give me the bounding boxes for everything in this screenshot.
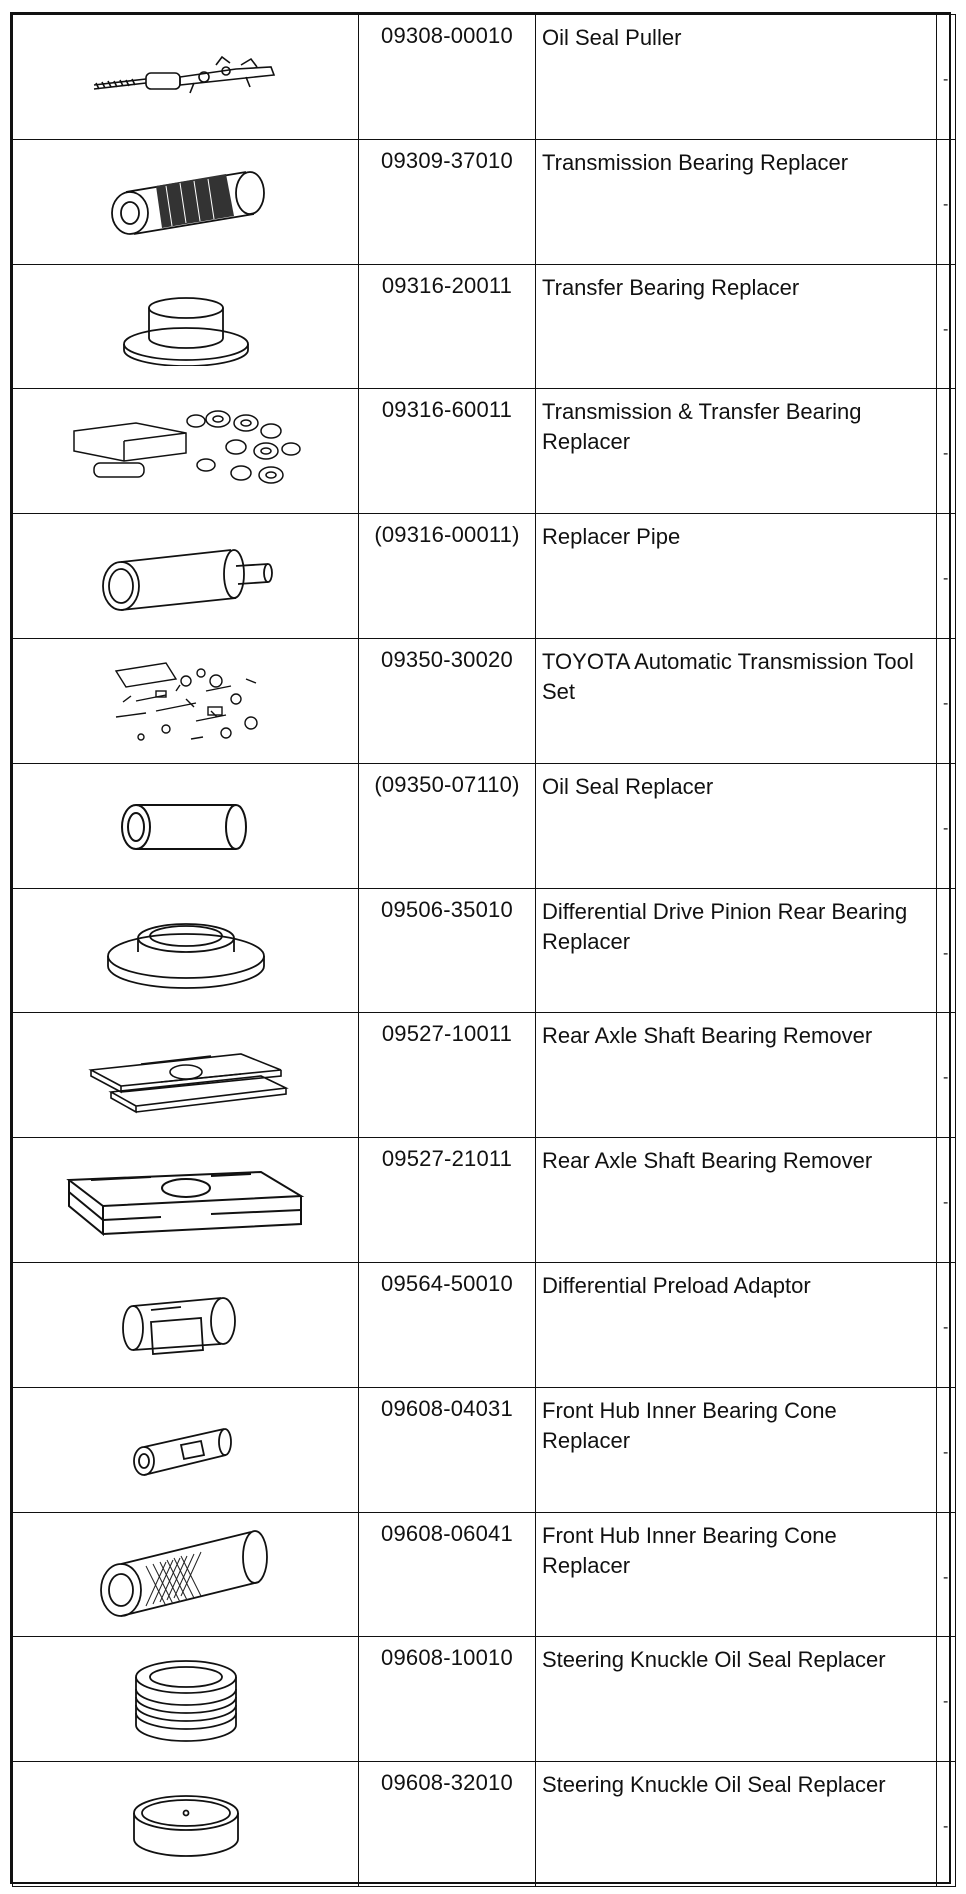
knurled-cone-replacer-icon — [91, 1524, 281, 1624]
table-row — [13, 1512, 956, 1637]
part-number-cell — [359, 1013, 536, 1138]
part-name: Transmission Bearing Replacer — [542, 149, 849, 175]
remark-cell — [937, 638, 956, 763]
table-row — [13, 1138, 956, 1263]
remark: - — [943, 819, 949, 837]
part-name-cell — [536, 1762, 937, 1887]
part-name: Oil Seal Puller — [542, 25, 682, 50]
replacer-pipe-icon — [86, 536, 286, 616]
part-name: Steering Knuckle Oil Seal Replacer — [542, 1647, 886, 1673]
special-service-tools-table — [10, 12, 951, 1884]
remark: - — [943, 1568, 949, 1586]
table-row — [13, 888, 956, 1013]
part-name-cell — [536, 638, 937, 763]
table-row — [13, 638, 956, 763]
remark: - — [943, 1069, 949, 1087]
remark-cell — [937, 1013, 956, 1138]
remark-cell — [937, 139, 956, 264]
table-row — [13, 763, 956, 888]
tools-table — [12, 14, 956, 1887]
oil-seal-puller-icon — [86, 47, 286, 107]
tool-image-cell — [13, 1762, 359, 1887]
part-number: (09350-07110) — [374, 771, 520, 797]
tool-set-icon — [96, 651, 276, 751]
part-number: 09506-35010 — [381, 896, 513, 922]
part-name: Differential Preload Adaptor — [542, 1272, 811, 1298]
part-name: Rear Axle Shaft Bearing Remover — [542, 1148, 873, 1174]
table-row — [13, 514, 956, 639]
part-number-cell — [359, 763, 536, 888]
remark: - — [943, 320, 949, 338]
part-name-cell — [536, 264, 937, 389]
part-number: 09309-37010 — [381, 147, 513, 173]
table-row — [13, 264, 956, 389]
part-name: Differential Drive Pinion Rear Bearing Replacer — [542, 898, 908, 954]
remark: - — [943, 570, 949, 588]
part-number-cell — [359, 514, 536, 639]
table-row — [13, 1013, 956, 1138]
remark: - — [943, 71, 949, 88]
tool-image-cell — [13, 264, 359, 389]
table-row — [13, 139, 956, 264]
part-name-cell — [536, 1262, 937, 1387]
part-number: 09608-32010 — [381, 1770, 513, 1796]
part-number-cell — [359, 638, 536, 763]
part-name-cell — [536, 15, 937, 140]
part-number-cell — [359, 389, 536, 514]
part-number-cell — [359, 1512, 536, 1637]
part-name-cell — [536, 1387, 937, 1512]
part-name: Steering Knuckle Oil Seal Replacer — [542, 1772, 886, 1798]
tool-image-cell — [13, 1637, 359, 1762]
part-name-cell — [536, 1013, 937, 1138]
part-number-cell — [359, 264, 536, 389]
remark-cell — [937, 1762, 956, 1887]
remark: - — [943, 445, 949, 463]
tool-image-cell — [13, 1138, 359, 1263]
part-number: 09608-06041 — [381, 1520, 513, 1546]
small-cone-replacer-icon — [126, 1415, 246, 1485]
part-number: 09527-10011 — [381, 1021, 513, 1047]
remark: - — [943, 944, 949, 962]
part-name: Oil Seal Replacer — [542, 773, 714, 799]
remark-cell — [937, 888, 956, 1013]
remark: - — [943, 1194, 949, 1212]
part-name-cell — [536, 514, 937, 639]
part-name-cell — [536, 1637, 937, 1762]
part-name-cell — [536, 1512, 937, 1637]
remark-cell — [937, 389, 956, 514]
part-number: 09564-50010 — [381, 1270, 513, 1296]
tool-image-cell — [13, 1262, 359, 1387]
remark-cell — [937, 1262, 956, 1387]
pinion-bearing-replacer-icon — [101, 900, 271, 1000]
split-plate-remover-icon — [81, 1030, 291, 1120]
transmission-bearing-replacer-icon — [96, 162, 276, 242]
table-row — [13, 15, 956, 140]
part-name-cell — [536, 1138, 937, 1263]
part-number-cell — [359, 1387, 536, 1512]
part-number: 09316-60011 — [381, 397, 513, 423]
part-number-cell — [359, 1262, 536, 1387]
part-name-cell — [536, 389, 937, 514]
part-number-cell — [359, 888, 536, 1013]
tool-image-cell — [13, 15, 359, 140]
part-name-cell — [536, 888, 937, 1013]
part-name-cell — [536, 763, 937, 888]
transfer-bearing-replacer-icon — [111, 286, 261, 366]
threaded-seal-replacer-icon — [121, 1649, 251, 1749]
part-number: 09527-21011 — [381, 1146, 513, 1172]
block-remover-icon — [61, 1150, 311, 1250]
part-number: 09608-10010 — [381, 1645, 513, 1671]
bearing-replacer-set-icon — [66, 401, 306, 501]
table-row — [13, 389, 956, 514]
remark-cell — [937, 1387, 956, 1512]
part-number-cell — [359, 1762, 536, 1887]
part-number: (09316-00011) — [374, 522, 520, 548]
remark-cell — [937, 763, 956, 888]
cup-seal-replacer-icon — [121, 1779, 251, 1869]
part-name: Front Hub Inner Bearing Cone Replacer — [542, 1522, 837, 1578]
tool-image-cell — [13, 638, 359, 763]
table-row — [13, 1637, 956, 1762]
remark-cell — [937, 15, 956, 140]
remark: - — [943, 694, 949, 712]
remark: - — [943, 1693, 949, 1711]
part-number-cell — [359, 1637, 536, 1762]
preload-adaptor-icon — [111, 1280, 261, 1370]
part-name: Replacer Pipe — [542, 524, 681, 550]
oil-seal-replacer-icon — [106, 791, 266, 861]
tool-image-cell — [13, 139, 359, 264]
part-name: Rear Axle Shaft Bearing Remover — [542, 1023, 873, 1049]
part-name: Transfer Bearing Replacer — [542, 274, 800, 300]
remark: - — [943, 1318, 949, 1336]
tool-image-cell — [13, 1512, 359, 1637]
part-number: 09316-20011 — [381, 272, 513, 298]
table-row — [13, 1262, 956, 1387]
remark-cell — [937, 514, 956, 639]
tool-image-cell — [13, 514, 359, 639]
part-name: Front Hub Inner Bearing Cone Replacer — [542, 1397, 837, 1453]
part-number-cell — [359, 1138, 536, 1263]
tool-image-cell — [13, 888, 359, 1013]
tool-image-cell — [13, 1013, 359, 1138]
remark-cell — [937, 1512, 956, 1637]
part-number: 09608-04031 — [381, 1395, 513, 1421]
table-row — [13, 1762, 956, 1887]
remark: - — [943, 195, 949, 213]
part-name: Transmission & Transfer Bearing Replacer — [542, 399, 862, 455]
remark: - — [943, 1443, 949, 1461]
tool-image-cell — [13, 389, 359, 514]
part-name: TOYOTA Automatic Transmission Tool Set — [542, 648, 914, 704]
table-row — [13, 1387, 956, 1512]
tool-image-cell — [13, 1387, 359, 1512]
remark-cell — [937, 264, 956, 389]
tool-image-cell — [13, 763, 359, 888]
remark-cell — [937, 1138, 956, 1263]
part-number: 09350-30020 — [381, 646, 513, 672]
remark-cell — [937, 1637, 956, 1762]
part-name-cell — [536, 139, 937, 264]
part-number-cell — [359, 15, 536, 140]
remark: - — [943, 1818, 949, 1836]
part-number-cell — [359, 139, 536, 264]
part-number: 09308-00010 — [381, 23, 513, 48]
